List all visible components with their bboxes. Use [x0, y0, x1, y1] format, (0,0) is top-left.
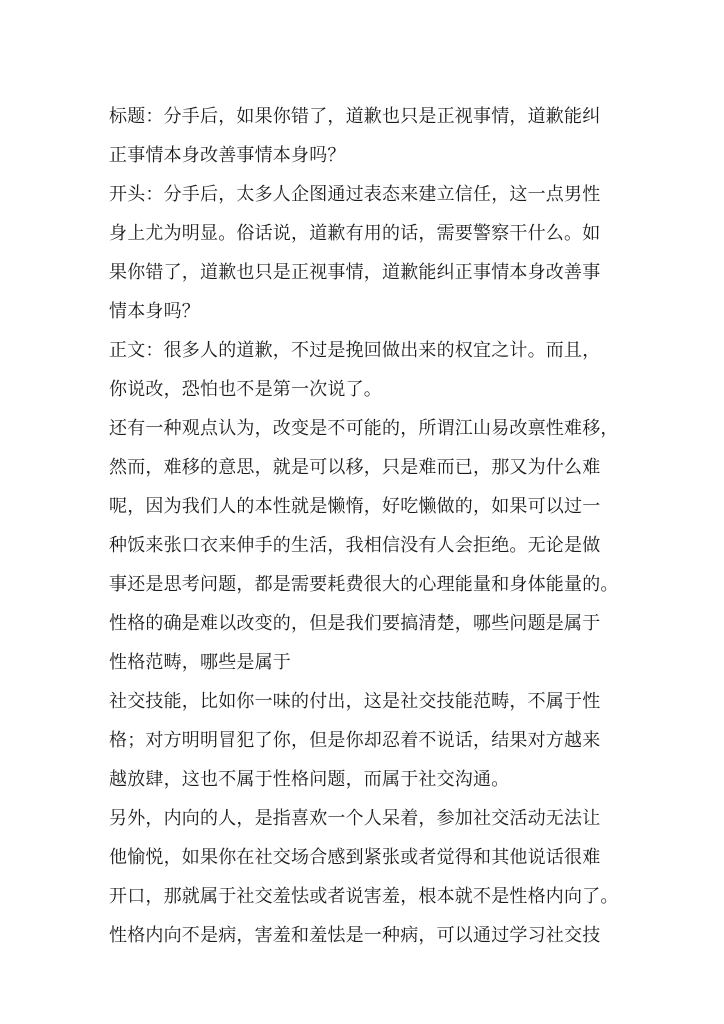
- opening-line-2: 身上尤为明显。俗话说，道歉有用的话，需要警察干什么。如: [109, 223, 601, 244]
- body-line-4: 然而，难移的意思，就是可以移，只是难而已，那又为什么难: [109, 457, 601, 478]
- body-line-11: 格；对方明明冒犯了你，但是你却忍着不说话，结果对方越来: [109, 730, 601, 751]
- opening-line-3: 果你错了，道歉也只是正视事情，道歉能纠正事情本身改善事: [109, 262, 601, 283]
- body-line-13: 另外，内向的人，是指喜欢一个人呆着，参加社交活动无法让: [109, 808, 601, 829]
- title-line-1: 标题：分手后，如果你错了，道歉也只是正视事情，道歉能纠: [109, 106, 601, 127]
- opening-line-4: 情本身吗？: [109, 301, 200, 322]
- body-line-8: 性格的确是难以改变的，但是我们要搞清楚，哪些问题是属于: [109, 613, 601, 634]
- body-line-7: 事还是思考问题，都是需要耗费很大的心理能量和身体能量的。: [109, 574, 619, 595]
- body-line-1: 正文：很多人的道歉，不过是挽回做出来的权宜之计。而且，: [109, 340, 601, 361]
- body-line-6: 种饭来张口衣来伸手的生活，我相信没有人会拒绝。无论是做: [109, 535, 601, 556]
- body-line-14: 他愉悦，如果你在社交场合感到紧张或者觉得和其他说话很难: [109, 847, 601, 868]
- body-line-5: 呢，因为我们人的本性就是懒惰，好吃懒做的，如果可以过一: [109, 496, 601, 517]
- body-line-3: 还有一种观点认为，改变是不可能的，所谓江山易改禀性难移，: [109, 418, 619, 439]
- body-line-2: 你说改，恐怕也不是第一次说了。: [109, 379, 382, 400]
- body-line-12: 越放肆，这也不属于性格问题，而属于社交沟通。: [109, 769, 510, 790]
- body-line-16: 性格内向不是病，害羞和羞怯是一种病，可以通过学习社交技: [109, 925, 601, 946]
- opening-line-1: 开头：分手后，太多人企图通过表态来建立信任，这一点男性: [109, 184, 601, 205]
- body-line-10: 社交技能，比如你一味的付出，这是社交技能范畴，不属于性: [109, 691, 601, 712]
- body-line-15: 开口，那就属于社交羞怯或者说害羞，根本就不是性格内向了。: [109, 886, 619, 907]
- title-line-2: 正事情本身改善事情本身吗？: [109, 145, 346, 166]
- body-line-9: 性格范畴，哪些是属于: [109, 652, 291, 673]
